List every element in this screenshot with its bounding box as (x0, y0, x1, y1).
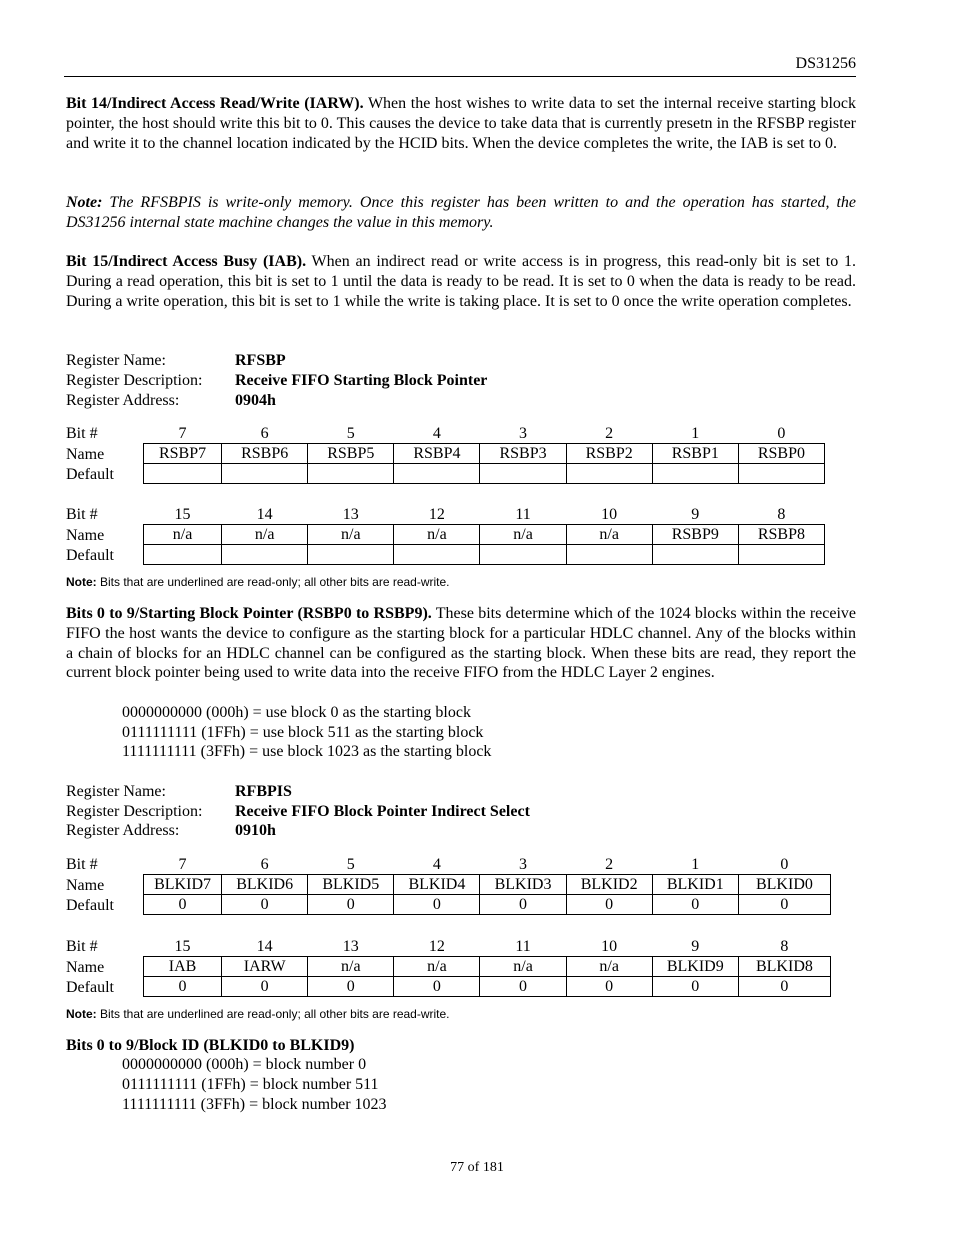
paragraph-rsbp-body: These bits determine which of the 1024 blocks within the receive FIFO the host wants the device to configure as the starting block for a particular HDLC channel. Any of the blocks within a chain of blocks for an HDLC channel can be configured as the starting block. When these bits are read, they report the current block pointer being used to write data into the receive FIFO from the HDLC Layer 2 engines. (66, 605, 856, 682)
bit-name: RSBP0 (738, 444, 824, 464)
bit-number: 6 (260, 425, 269, 442)
default-label: Default (66, 897, 114, 914)
note-label: Note: (66, 1007, 97, 1021)
page-number: 77 of 181 (450, 1160, 504, 1175)
bit-name-row (144, 444, 825, 464)
bit-number: 8 (780, 938, 789, 955)
bit-name: RSBP7 (144, 444, 222, 464)
bit-default (308, 545, 394, 565)
bit-default (308, 464, 394, 484)
bit-label: Bit # (66, 506, 98, 523)
bit-name: n/a (144, 525, 222, 545)
bit-name: RSBP3 (480, 444, 566, 464)
bit-default: 0 (652, 895, 738, 915)
bit-default (480, 545, 566, 565)
rfsbp-table-note (66, 575, 450, 589)
bit-default (566, 464, 652, 484)
bit-default (222, 464, 308, 484)
bit-default-row (144, 895, 831, 915)
bit-name: RSBP1 (652, 444, 738, 464)
bit-name: n/a (480, 525, 566, 545)
bit-number: 5 (346, 425, 355, 442)
bit-default: 0 (308, 977, 394, 997)
bit-default (480, 464, 566, 484)
bit-number: 3 (519, 425, 528, 442)
bit-name: RSBP6 (222, 444, 308, 464)
bit-name: n/a (566, 525, 652, 545)
bit-number: 4 (432, 856, 441, 873)
bit-name: n/a (308, 525, 394, 545)
rsbp-example: 0111111111 (1FFh) = use block 511 as the starting block (122, 724, 484, 741)
bit-default: 0 (480, 977, 566, 997)
bit-default-row (144, 545, 825, 565)
rfbpis-table-note (66, 1007, 450, 1021)
bit-name: BLKID2 (566, 875, 652, 895)
rfbpis-name: RFBPIS (235, 783, 292, 800)
rsbp-example: 1111111111 (3FFh) = use block 1023 as the starting block (122, 743, 492, 760)
bit-name: RSBP2 (566, 444, 652, 464)
paragraph-iab (66, 252, 856, 311)
name-label: Name (66, 527, 105, 544)
bit-name-row (144, 957, 831, 977)
bit-name: IAB (144, 957, 222, 977)
bit-default (394, 545, 480, 565)
bit-default (144, 464, 222, 484)
note-body: Bits that are underlined are read-only; all other bits are read-write. (96, 1007, 450, 1021)
rfsbp-name-label: Register Name: (66, 352, 166, 369)
bit-default: 0 (394, 977, 480, 997)
bit-default (144, 545, 222, 565)
bit-default: 0 (738, 977, 830, 997)
bit-default (652, 545, 738, 565)
bit-number: 14 (256, 938, 273, 955)
bit-number: 7 (178, 425, 187, 442)
rfsbp-low-byte-table (143, 424, 825, 484)
bit-default: 0 (144, 977, 222, 997)
rfbpis-description: Receive FIFO Block Pointer Indirect Select (235, 803, 530, 820)
bit-default: 0 (480, 895, 566, 915)
bit-default (652, 464, 738, 484)
bit-name: RSBP9 (652, 525, 738, 545)
bit-number: 1 (691, 425, 700, 442)
rfsbp-address: 0904h (235, 392, 276, 409)
bit-number: 3 (519, 856, 528, 873)
bit-name: BLKID9 (652, 957, 738, 977)
bit-name: n/a (394, 957, 480, 977)
name-label: Name (66, 959, 105, 976)
bit-name: BLKID0 (738, 875, 830, 895)
bit-name: RSBP5 (308, 444, 394, 464)
bit-default: 0 (394, 895, 480, 915)
bit-number: 9 (691, 938, 700, 955)
note-body: Bits that are underlined are read-only; all other bits are read-write. (96, 575, 450, 589)
bit-name: BLKID3 (480, 875, 566, 895)
paragraph-rsbp (66, 604, 856, 683)
bit-number: 15 (174, 506, 191, 523)
bit-name: BLKID4 (394, 875, 480, 895)
bit-number: 7 (178, 856, 187, 873)
rfbpis-address-label: Register Address: (66, 822, 180, 839)
bit-number-row (144, 505, 825, 525)
bit-name: n/a (308, 957, 394, 977)
header-rule (64, 76, 856, 77)
paragraph-iarw (66, 94, 856, 153)
bit-default-row (144, 977, 831, 997)
bit-name: n/a (394, 525, 480, 545)
bit-name: IARW (222, 957, 308, 977)
bit-label: Bit # (66, 425, 98, 442)
rfsbp-description-label: Register Description: (66, 372, 203, 389)
bit-default: 0 (566, 895, 652, 915)
bit-default: 0 (222, 977, 308, 997)
paragraph-iarw-body: When the host wishes to write data to set the internal receive starting block pointer, the host should write this bit to 0. This causes the device to take data that is currently presetn in the RFSBP register and write it to the channel location indicated by the HCID bits. When the device completes the write, the IAB is set to 0. (66, 95, 856, 152)
bit-number: 12 (428, 938, 445, 955)
name-label: Name (66, 877, 105, 894)
rsbp-example: 0000000000 (000h) = use block 0 as the starting block (122, 704, 471, 721)
bit-label: Bit # (66, 938, 98, 955)
note-rfsbpis-label: Note: (66, 194, 103, 211)
rfsbp-address-label: Register Address: (66, 392, 180, 409)
note-rfsbpis (66, 193, 856, 233)
blkid-example: 1111111111 (3FFh) = block number 1023 (122, 1096, 387, 1113)
paragraph-rsbp-title: Bits 0 to 9/Starting Block Pointer (RSBP0 to RSBP9). (66, 605, 432, 622)
bit-label: Bit # (66, 856, 98, 873)
default-label: Default (66, 466, 114, 483)
bit-number: 10 (601, 938, 618, 955)
bit-default: 0 (652, 977, 738, 997)
rfsbp-description: Receive FIFO Starting Block Pointer (235, 372, 488, 389)
blkid-example: 0000000000 (000h) = block number 0 (122, 1056, 367, 1073)
bit-number-row (144, 855, 831, 875)
note-rfsbpis-body: The RFSBPIS is write-only memory. Once this register has been written to and the operation has started, the DS31256 internal state machine changes the value in this memory. (66, 194, 856, 231)
bit-default (394, 464, 480, 484)
bit-name-row (144, 525, 825, 545)
bit-number: 8 (777, 506, 786, 523)
rfsbp-high-byte-table (143, 505, 825, 565)
bit-name: BLKID5 (308, 875, 394, 895)
name-label: Name (66, 446, 105, 463)
bit-name: BLKID7 (144, 875, 222, 895)
bit-number-row (144, 424, 825, 444)
rfsbp-name: RFSBP (235, 352, 286, 369)
bit-number: 11 (515, 938, 531, 955)
bit-name: n/a (222, 525, 308, 545)
bit-default: 0 (222, 895, 308, 915)
bit-default (566, 545, 652, 565)
paragraph-blkid-title: Bits 0 to 9/Block ID (BLKID0 to BLKID9) (66, 1037, 355, 1054)
bit-number: 0 (780, 856, 789, 873)
paragraph-iab-title: Bit 15/Indirect Access Busy (IAB). (66, 253, 307, 270)
paragraph-iab-body: When an indirect read or write access is in progress, this read-only bit is set to 1. During a read operation, this bit is set to 1 until the data is ready to be read. It is set to 0 when the data is ready to be read. During a write operation, this bit is set to 1 while the write is taking place. It is set to 0 once the write operation completes. (66, 253, 856, 310)
bit-name: BLKID8 (738, 957, 830, 977)
bit-number: 0 (777, 425, 786, 442)
bit-number: 4 (432, 425, 441, 442)
bit-default (222, 545, 308, 565)
bit-name: BLKID6 (222, 875, 308, 895)
bit-number-row (144, 937, 831, 957)
bit-number: 5 (346, 856, 355, 873)
bit-number: 14 (256, 506, 273, 523)
bit-name: n/a (480, 957, 566, 977)
note-label: Note: (66, 575, 97, 589)
bit-default (738, 464, 824, 484)
bit-name: RSBP8 (738, 525, 824, 545)
bit-number: 6 (260, 856, 269, 873)
default-label: Default (66, 979, 114, 996)
bit-name: n/a (566, 957, 652, 977)
bit-number: 2 (605, 856, 614, 873)
bit-default: 0 (566, 977, 652, 997)
bit-default-row (144, 464, 825, 484)
rfbpis-low-byte-table (143, 855, 831, 915)
document-id: DS31256 (795, 55, 856, 72)
rfbpis-address: 0910h (235, 822, 276, 839)
rfbpis-high-byte-table (143, 937, 831, 997)
bit-default: 0 (144, 895, 222, 915)
bit-default (738, 545, 824, 565)
blkid-example: 0111111111 (1FFh) = block number 511 (122, 1076, 379, 1093)
rfbpis-name-label: Register Name: (66, 783, 166, 800)
paragraph-iarw-title: Bit 14/Indirect Access Read/Write (IARW). (66, 95, 364, 112)
default-label: Default (66, 547, 114, 564)
bit-number: 11 (515, 506, 531, 523)
bit-number: 1 (691, 856, 700, 873)
bit-number: 13 (342, 506, 359, 523)
bit-default: 0 (738, 895, 830, 915)
bit-default: 0 (308, 895, 394, 915)
bit-number: 12 (428, 506, 445, 523)
rfbpis-description-label: Register Description: (66, 803, 203, 820)
bit-number: 13 (342, 938, 359, 955)
bit-name-row (144, 875, 831, 895)
bit-number: 15 (174, 938, 191, 955)
bit-number: 9 (691, 506, 700, 523)
bit-number: 10 (601, 506, 618, 523)
bit-number: 2 (605, 425, 614, 442)
bit-name: BLKID1 (652, 875, 738, 895)
bit-name: RSBP4 (394, 444, 480, 464)
